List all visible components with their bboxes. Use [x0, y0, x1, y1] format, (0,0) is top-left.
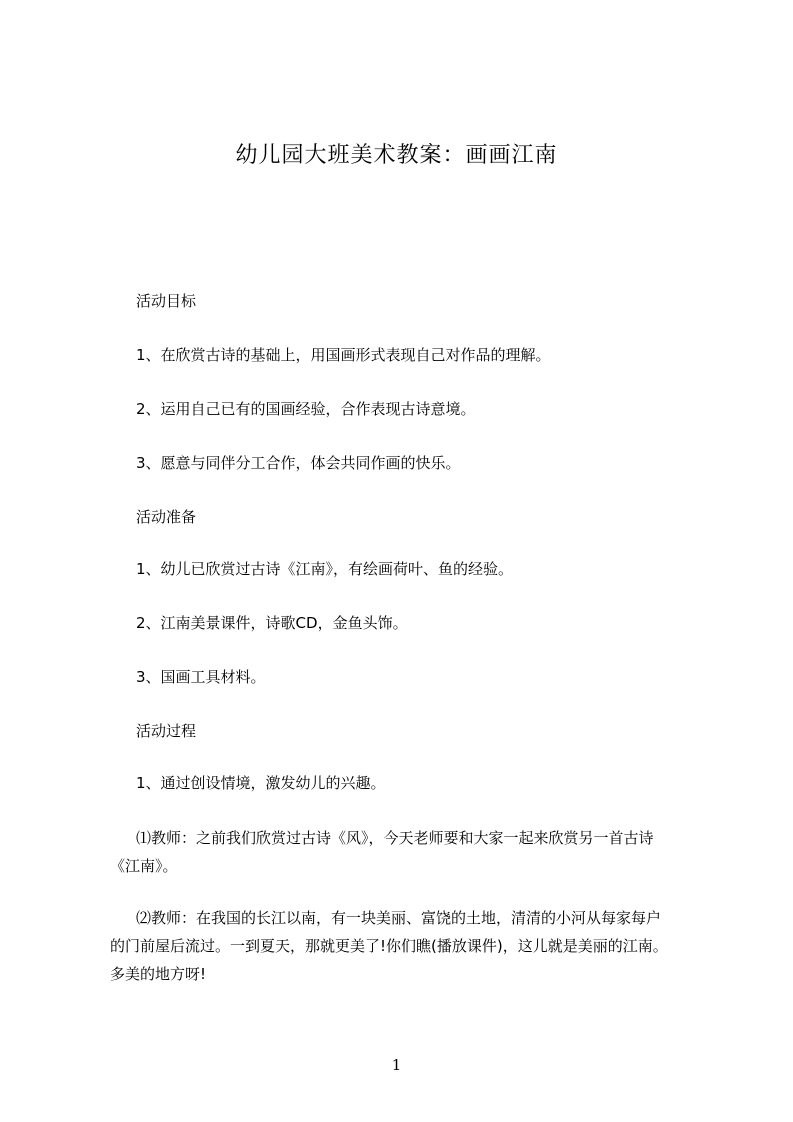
paragraph-line: 多美的地方呀! — [110, 965, 207, 983]
process-paragraph-1 — [110, 824, 730, 880]
page-number: 1 — [391, 1056, 402, 1074]
prep-item-3: 3、国画工具材料。 — [136, 668, 266, 686]
prep-item-2: 2、江南美景课件，诗歌CD，金鱼头饰。 — [136, 614, 408, 632]
section-heading-preparation: 活动准备 — [136, 508, 197, 526]
process-item-1: 1、通过创设情境，激发幼儿的兴趣。 — [136, 774, 386, 792]
document-title: 幼儿园大班美术教案：画画江南 — [235, 143, 558, 168]
paragraph-line: ⑵教师：在我国的长江以南，有一块美丽、富饶的土地，清清的小河从每家每户 — [136, 909, 662, 927]
goal-item-1: 1、在欣赏古诗的基础上，用国画形式表现自己对作品的理解。 — [136, 346, 551, 364]
section-heading-process: 活动过程 — [136, 722, 197, 740]
paragraph-line: ⑴教师：之前我们欣赏过古诗《风》，今天老师要和大家一起来欣赏另一首古诗 — [136, 829, 654, 847]
prep-item-1: 1、幼儿已欣赏过古诗《江南》，有绘画荷叶、鱼的经验。 — [136, 560, 514, 578]
goal-item-3: 3、愿意与同伴分工合作，体会共同作画的快乐。 — [136, 454, 461, 472]
process-paragraph-2 — [110, 904, 730, 988]
paragraph-line: 《江南》。 — [110, 857, 178, 875]
section-heading-goals: 活动目标 — [136, 292, 197, 310]
goal-item-2: 2、运用自己已有的国画经验，合作表现古诗意境。 — [136, 400, 476, 418]
paragraph-line: 的门前屋后流过。一到夏天，那就更美了!你们瞧(播放课件)，这儿就是美丽的江南。 — [110, 937, 668, 955]
